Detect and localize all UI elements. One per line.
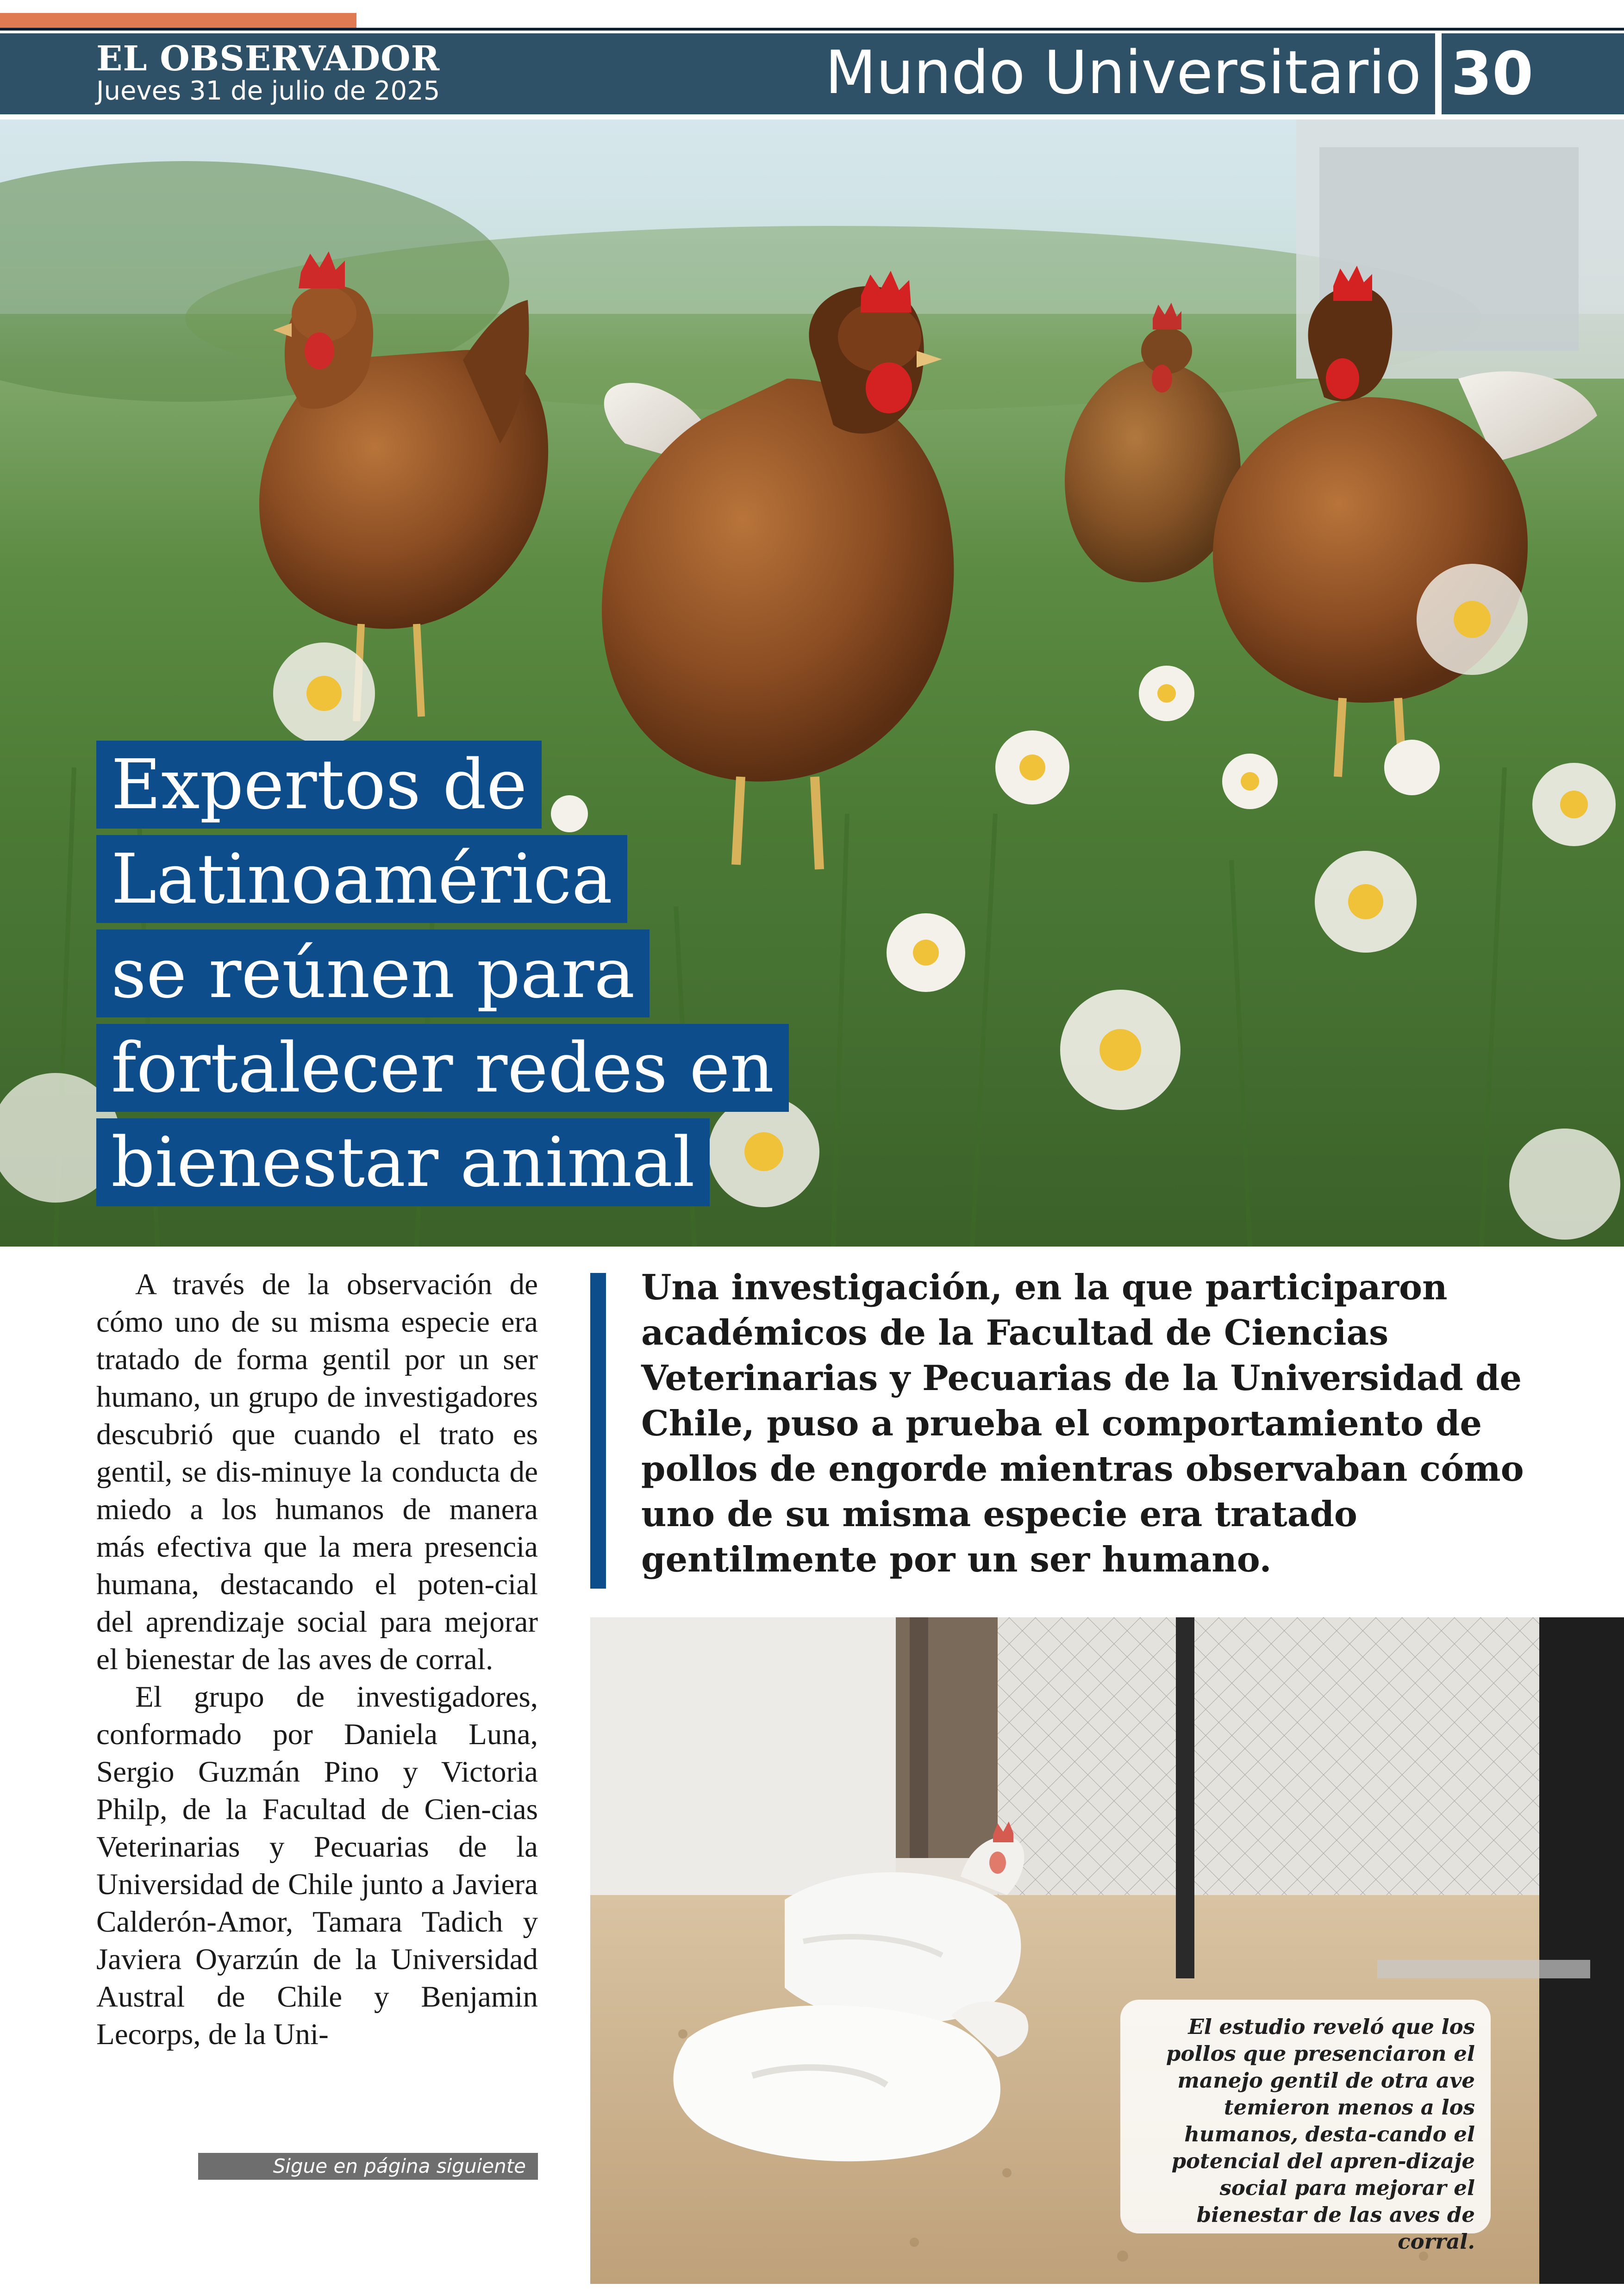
photo-caption: El estudio reveló que los pollos que presenciaron el manejo gentil de otra ave temieron menos a los humanos, desta-cando el potencial del apren-dizaje social para mejorar el bienestar de las aves de corral.	[1120, 2000, 1491, 2233]
headline-line: bienestar animal	[96, 1118, 791, 1206]
article-body	[96, 1266, 538, 2053]
page-number: 30	[1451, 39, 1534, 108]
section-title: Mundo Universitario	[825, 38, 1421, 107]
headline	[96, 741, 791, 1213]
headline-line: Latinoamérica	[96, 835, 791, 923]
headline-line: Expertos de	[96, 741, 791, 829]
newspaper-name: EL OBSERVADOR	[96, 39, 440, 79]
issue-date: Jueves 31 de julio de 2025	[96, 76, 440, 106]
top-rule	[0, 28, 1624, 31]
page-number-divider	[1435, 33, 1442, 114]
article-paragraph: El grupo de investigadores, conformado por Daniela Luna, Sergio Guzmán Pino y Victoria Philp, de la Facultad de Cien-cias Veterinarias y Pecuarias de la Universidad de Chile junto a Javiera Calderón-Amor, Tamara Tadich y Javiera Oyarzún de la Universidad Austral de Chile y Benjamin Lecorps, de la Uni-	[96, 1680, 538, 2051]
article-paragraph: A través de la observación de cómo uno de su misma especie era tratado de forma gentil por un ser humano, un grupo de investigadores descubrió que cuando el trato es gentil, se dis-minuye la conducta de miedo a los humanos de manera más efectiva que la mera presencia humana, destacando el poten-cial del aprendizaje social para mejorar el bienestar de las aves de corral.	[96, 1268, 538, 1676]
lead-accent-bar	[590, 1273, 606, 1589]
continue-label: Sigue en página siguiente	[198, 2153, 538, 2180]
article-lead: Una investigación, en la que participaron académicos de la Facultad de Ciencias Veterinarias y Pecuarias de la Universidad de Chile, puso a prueba el comportamiento de pollos de engorde mientras observaban cómo uno de su misma especie era tratado gentilmente por un ser humano.	[641, 1267, 1524, 1580]
headline-line: se reúnen para	[96, 929, 791, 1017]
top-accent-stripe	[0, 13, 356, 30]
headline-line: fortalecer redes en	[96, 1024, 791, 1112]
